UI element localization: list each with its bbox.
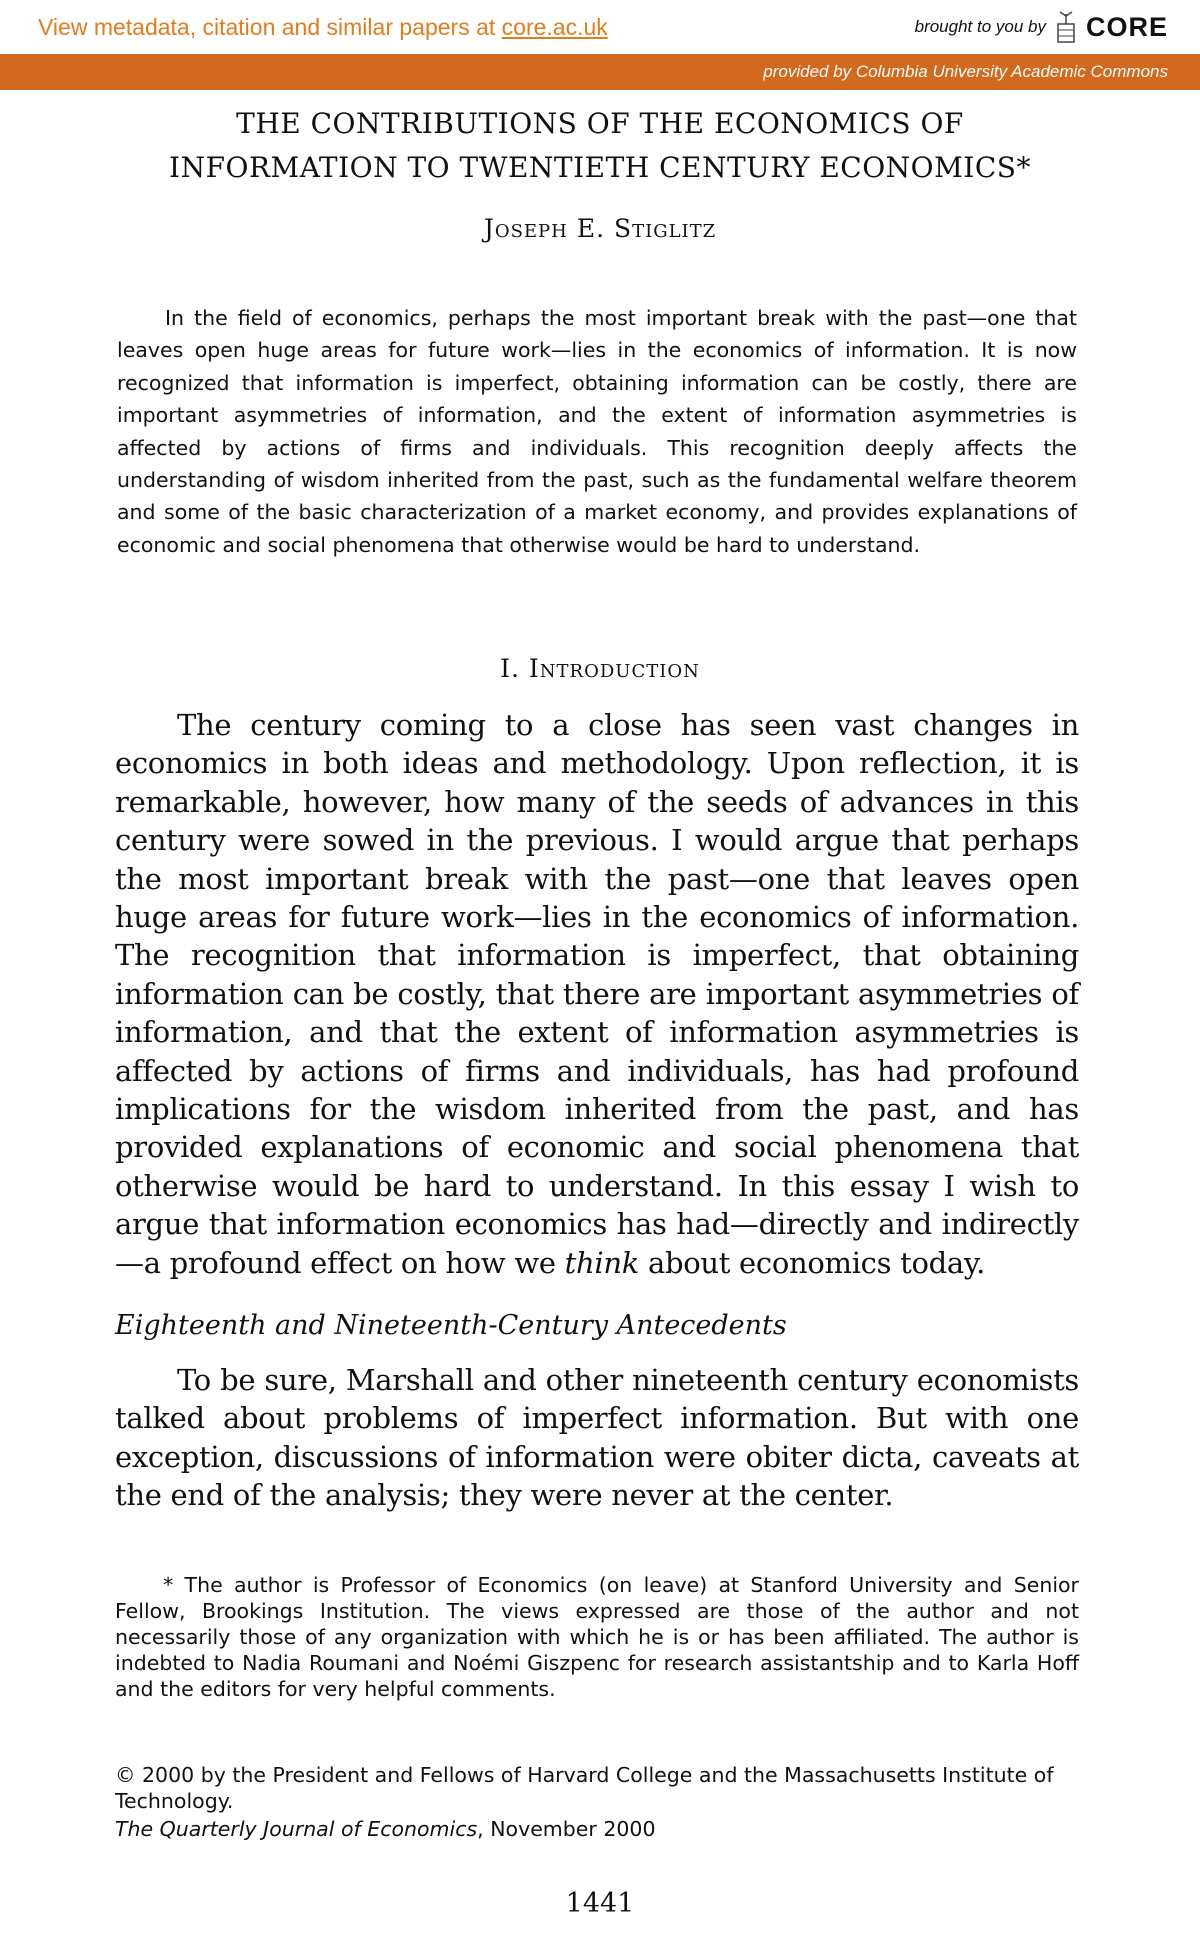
section-heading: I. Introduction bbox=[500, 654, 700, 683]
subsection-heading: Eighteenth and Nineteenth-Century Antecedents bbox=[115, 1310, 787, 1341]
provider-bar bbox=[0, 54, 1200, 90]
emphasis-think: think bbox=[564, 1245, 640, 1280]
core-logo-word[interactable]: CORE bbox=[1085, 11, 1168, 42]
core-metadata-link[interactable] bbox=[38, 14, 608, 41]
brought-to-you-by bbox=[915, 10, 1168, 44]
abstract: In the field of economics, perhaps the most important break with the past—one that leaves open huge areas for future work—lies in the economics of information. It is now recognized that information is imperfect, obtaining information can be costly, there are important asymmetries of information, and the extent of information asymmetries is affected by actions of firms and individuals. This recognition deeply affects the understanding of wisdom inherited from the past, such as the fundamental welfare theorem and some of the basic characterization of a market economy, and provides explanations of economic and social phenomena that otherwise would be hard to understand. bbox=[117, 306, 1077, 557]
author-name: Joseph E. Stiglitz bbox=[483, 214, 717, 243]
brought-by-label: brought to you by bbox=[914, 17, 1046, 36]
provided-by-text[interactable]: provided by Columbia University Academic Commons bbox=[763, 62, 1168, 81]
journal-citation bbox=[115, 1817, 656, 1841]
journal-date: , November 2000 bbox=[477, 1817, 656, 1841]
copyright-notice: © 2000 by the President and Fellows of Harvard College and the Massachusetts Institute of Technology. bbox=[115, 1763, 1054, 1813]
core-link-prefix: View metadata, citation and similar papers at bbox=[38, 14, 502, 40]
journal-name: The Quarterly Journal of Economics bbox=[115, 1817, 478, 1841]
paper-title bbox=[0, 102, 1200, 190]
title-line-1: THE CONTRIBUTIONS OF THE ECONOMICS OF bbox=[236, 107, 964, 140]
intro-paragraph bbox=[115, 706, 1079, 1282]
core-link-site[interactable]: core.ac.uk bbox=[501, 14, 608, 40]
intro-text: The century coming to a close has seen vast changes in economics in both ideas and methodology. Upon reflection, it is remarkable, however, how many of the seeds of advances in this century were sowed in the previous. I would argue that perhaps the most important break with the past—one that leaves open huge areas for future work—lies in the economics of information. The recognition that information is imperfect, that obtaining information can be costly, that there are important asymmetries of information, and that the extent of information asymmetries is affected by actions of firms and individuals, has had profound implications for the wisdom inherited from the past, and has provided explanations of economic and social phenomena that otherwise would be hard to understand. In this essay I wish to argue that information economics has had—directly and indirectly—a profound effect on how we bbox=[115, 708, 1079, 1280]
footnote: * The author is Professor of Economics (on leave) at Stanford University and Senior Fellow, Brookings Institution. The views expressed are those of the author and not necessarily those of any organization with which he is or has been affiliated. The author is indebted to Nadia Roumani and Noémi Giszpenc for research assistantship and to Karla Hoff and the editors for very helpful comments. bbox=[115, 1573, 1079, 1701]
title-line-2: INFORMATION TO TWENTIETH CENTURY ECONOMICS* bbox=[169, 151, 1031, 184]
core-banner bbox=[0, 0, 1200, 54]
intro-text-end: about economics today. bbox=[639, 1245, 986, 1280]
core-logo-icon bbox=[1052, 10, 1080, 44]
page-number: 1441 bbox=[565, 1888, 635, 1919]
antecedents-paragraph: To be sure, Marshall and other nineteenth century economists talked about problems of imperfect information. But with one exception, discussions of information were obiter dicta, caveats at the end of the analysis; they were never at the center. bbox=[115, 1363, 1079, 1513]
